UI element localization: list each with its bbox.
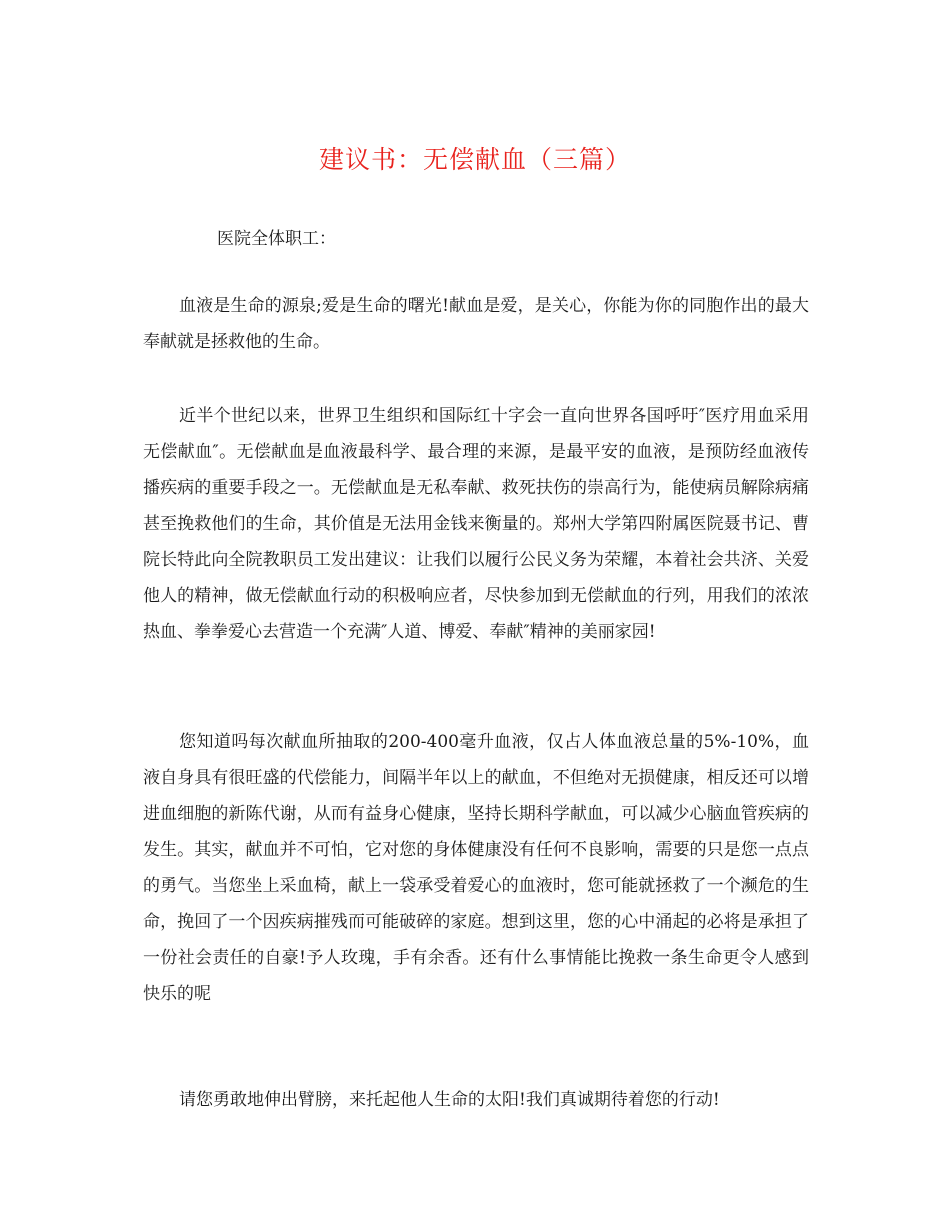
salutation: 医院全体职工： [217,229,336,249]
paragraph-1: 血液是生命的源泉;爱是生命的曙光!献血是爱，是关心，你能为你的同胞作出的最大奉献就是拯救他的生命。 [143,296,809,352]
paragraph-3: 您知道吗每次献血所抽取的200-400毫升血液，仅占人体血液总量的5%-10%，血液自身具有很旺盛的代偿能力，间隔半年以上的献血，不但绝对无损健康，相反还可以增进血细胞的新陈代谢，从而有益身心健康，坚持长期科学献血，可以减少心脑血管疾病的发生。其实，献血并不可怕，它对您的身体健康没有任何不良影响，需要的只是您一点点的勇气。当您坐上采血椅，献上一袋承受着爱心的血液时，您可能就拯救了一个濒危的生命，挽回了一个因疾病摧残而可能破碎的家庭。想到这里，您的心中涌起的必将是承担了一份社会责任的自豪!予人玫瑰，手有余香。还有什么事情能比挽救一条生命更令人感到快乐的呢 [143,732,809,1004]
paragraph-2: 近半个世纪以来，世界卫生组织和国际红十字会一直向世界各国呼吁″医疗用血采用无偿献血″。无偿献血是血液最科学、最合理的来源，是最平安的血液，是预防经血液传播疾病的重要手段之一。无偿献血是无私奉献、救死扶伤的崇高行为，能使病员解除病痛甚至挽救他们的生命，其价值是无法用金钱来衡量的。郑州大学第四附属医院聂书记、曹院长特此向全院教职员工发出建议：让我们以履行公民义务为荣耀，本着社会共济、关爱他人的精神，做无偿献血行动的积极响应者，尽快参加到无偿献血的行列，用我们的浓浓热血、拳拳爱心去营造一个充满″人道、博爱、奉献″精神的美丽家园! [143,406,809,642]
document-title: 建议书：无偿献血（三篇） [318,145,631,174]
paragraph-4: 请您勇敢地伸出臂膀，来托起他人生命的太阳!我们真诚期待着您的行动! [179,1090,720,1110]
